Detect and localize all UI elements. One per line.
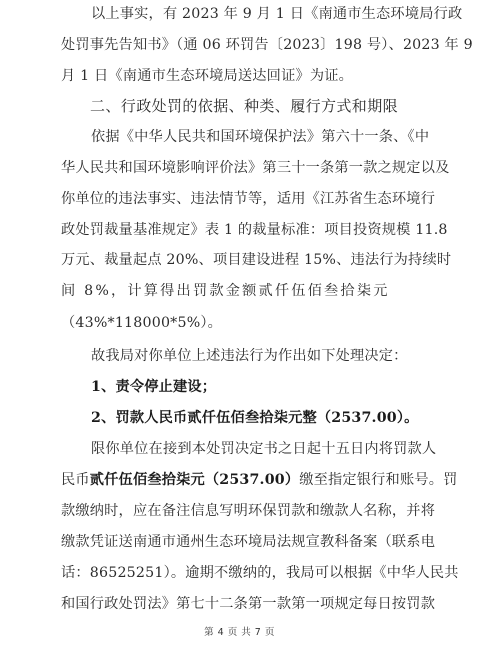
basis-line-7: （43%*118000*5%）。 <box>61 315 223 331</box>
facts-line-3: 月 1 日《南通市生态环境局送达回证》为证。 <box>61 68 354 84</box>
payment-line-2-prefix: 民币 <box>61 472 90 488</box>
facts-line-1: 以上事实，有 2023 年 9 月 1 日《南通市生态环境局行政 <box>91 6 463 22</box>
basis-line-3: 你单位的违法事实、违法情节等，适用《江苏省生态环境行 <box>61 191 436 207</box>
payment-line-1: 限你单位在接到本处罚决定书之日起十五日内将罚款人 <box>91 441 437 457</box>
basis-line-2: 华人民共和国环境影响评价法》第三十一条第一款之规定以及 <box>61 160 450 176</box>
basis-line-1: 依据《中华人民共和国环境保护法》第六十一条、《中 <box>91 129 430 145</box>
decision-item-2: 2、罚款人民币贰仟伍佰叁拾柒元整（2537.00）。 <box>91 410 419 426</box>
facts-line-2: 处罚事先告知书》（通 06 环罚告〔2023〕198 号）、2023 年 9 <box>61 37 473 53</box>
page-footer: 第 4 页 共 7 页 <box>204 627 275 638</box>
basis-line-6: 间 8%，计算得出罚款金额贰仟伍佰叁拾柒元 <box>61 283 390 299</box>
decision-intro: 故我局对你单位上述违法行为作出如下处理决定： <box>91 348 408 364</box>
payment-line-2 <box>61 470 458 490</box>
basis-line-4: 政处罚裁量基准规定》表 1 的裁量标准：项目投资规模 11.8 <box>61 222 448 238</box>
decision-item-1: 1、责令停止建设； <box>91 379 217 395</box>
payment-amount: 贰仟伍佰叁拾柒元（2537.00） <box>89 472 300 488</box>
payment-line-3: 款缴纳时，应在备注信息写明环保罚款和缴款人名称，并将 <box>61 503 436 519</box>
section-heading: 二、行政处罚的依据、种类、履行方式和期限 <box>90 97 399 115</box>
basis-line-5: 万元、裁量起点 20%、项目建设进程 15%、违法行为持续时 <box>61 252 452 268</box>
payment-line-6: 和国行政处罚法》第七十二条第一款第一项规定每日按罚款 <box>61 596 436 612</box>
payment-line-4: 缴款凭证送南通市通州生态环境局法规宣教科备案（联系电 <box>61 534 436 550</box>
payment-line-2-suffix: 缴至指定银行和账号。罚 <box>299 472 458 488</box>
payment-line-5: 话：86525251）。逾期不缴纳的，我局可以根据《中华人民共 <box>61 565 459 581</box>
